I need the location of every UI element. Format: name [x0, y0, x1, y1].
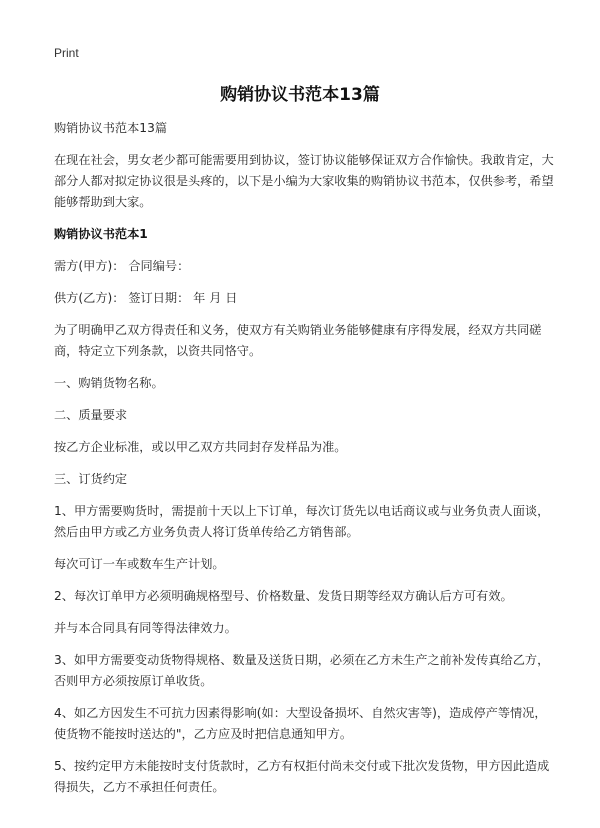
ordering-item-2-note: 并与本合同具有同等得法律效力。 [54, 621, 237, 635]
body-paragraph-purpose: 为了明确甲乙双方得责任和义务，使双方有关购销业务能够健康有序得发展，经双方共同磋商，特定立下列条款，以资共同恪守。 [54, 323, 542, 358]
ordering-item-1-note: 每次可订一车或数车生产计划。 [54, 557, 225, 571]
document-body [54, 118, 554, 809]
ordering-item-2: 2、每次订单甲方必须明确规格型号、价格数量、发货日期等经双方确认后方可有效。 [54, 589, 513, 603]
ordering-item-4: 4、如乙方因发生不可抗力因素得影响(如：大型设备损坏、自然灾害等)，造成停产等情况，使货物不能按时送达的"，乙方应及时把信息通知甲方。 [54, 706, 547, 741]
clause-quality: 二、质量要求 [54, 408, 128, 422]
intro-paragraph: 在现在社会，男女老少都可能需要用到协议，签订协议能够保证双方合作愉快。我敢肯定，大部分人都对拟定协议很是头疼的，以下是小编为大家收集的购销协议书范本，仅供参考，希望能够帮助到大家。 [54, 153, 554, 209]
document-subtitle: 购销协议书范本13篇 [54, 121, 168, 135]
body-paragraph-supplier: 供方(乙方)： 签订日期： 年 月 日 [54, 291, 238, 305]
clause-goods-name: 一、购销货物名称。 [54, 376, 164, 390]
ordering-item-1: 1、甲方需要购货时，需提前十天以上下订单，每次订货先以电话商议或与业务负责人面谈，然后由甲方或乙方业务负责人将订货单传给乙方销售部。 [54, 504, 550, 539]
clause-ordering: 三、订货约定 [54, 472, 128, 486]
section-heading: 购销协议书范本1 [54, 227, 148, 241]
print-label: Print [54, 46, 79, 60]
ordering-item-3: 3、如甲方需要变动货物得规格、数量及送货日期，必须在乙方未生产之前补发传真给乙方，否则甲方必须按原订单收货。 [54, 653, 550, 688]
clause-quality-detail: 按乙方企业标准，或以甲乙双方共同封存发样品为准。 [54, 440, 347, 454]
body-paragraph-buyer: 需方(甲方)： 合同编号： [54, 259, 190, 273]
ordering-item-5: 5、按约定甲方未能按时支付货款时，乙方有权拒付尚未交付或下批次发货物，甲方因此造成得损失，乙方不承担任何责任。 [54, 759, 550, 794]
document-title: 购销协议书范本13篇 [220, 85, 380, 105]
